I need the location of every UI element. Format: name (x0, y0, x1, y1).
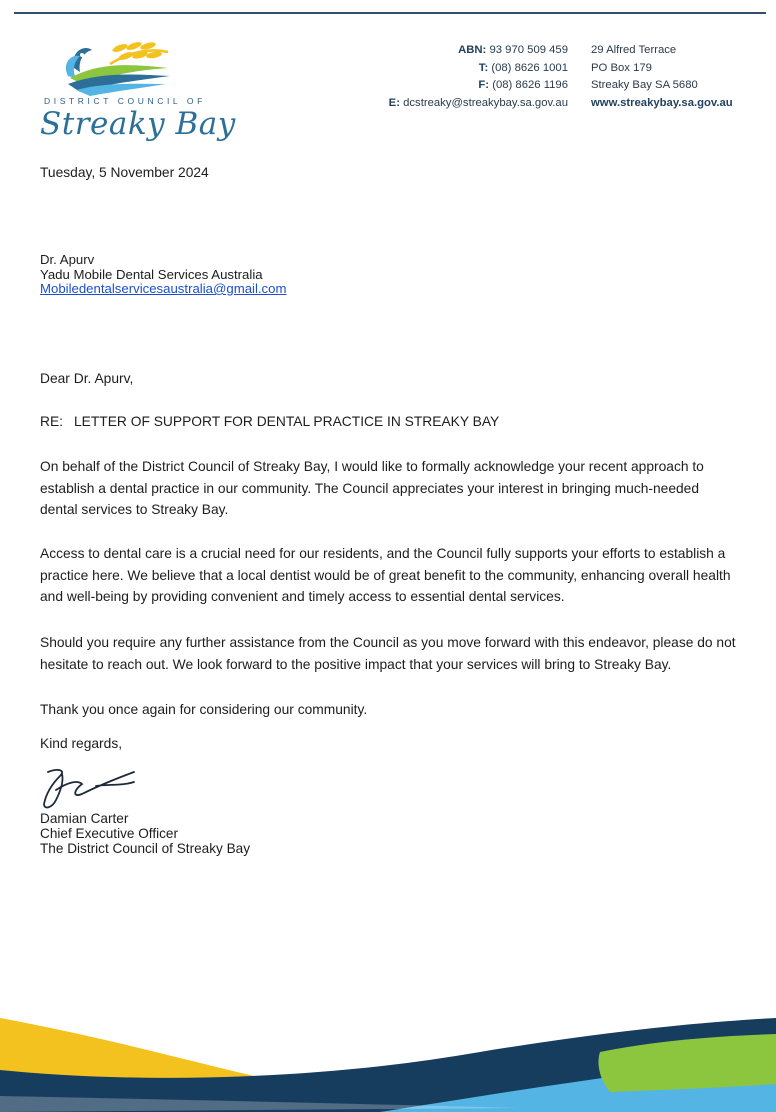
email-line: E: dcstreaky@streakybay.sa.gov.au (388, 96, 568, 109)
address-line-1: 29 Alfred Terrace (591, 44, 677, 56)
abn-line: ABN: 93 970 509 459 (458, 44, 568, 56)
address-line-2: PO Box 179 (591, 61, 652, 74)
top-rule (14, 12, 766, 14)
re-label: RE: (40, 414, 63, 429)
phone-line: T: (08) 8626 1001 (478, 61, 568, 74)
logo-waves-icon (68, 65, 170, 96)
contact-details (389, 42, 568, 112)
re-subject: LETTER OF SUPPORT FOR DENTAL PRACTICE IN STREAKY BAY (74, 414, 500, 429)
logo-council-label: DISTRICT COUNCIL OF (44, 96, 206, 106)
body-paragraph-4: Thank you once again for considering our community. (40, 702, 368, 717)
recipient-email-link[interactable]: Mobiledentalservicesaustralia@gmail.com (40, 281, 287, 296)
body-paragraph-2: Access to dental care is a crucial need for our residents, and the Council fully supports your efforts to establish a practice here. We believe that a local dentist would be of great benefit to the community, enhancing overall health and well-being by providing convenient and timely access to essential dental services. (40, 546, 731, 604)
fax-line: F: (08) 8626 1196 (478, 79, 568, 92)
subject-line (40, 414, 499, 429)
signer-name: Damian Carter (40, 811, 129, 826)
body-paragraph-1: On behalf of the District Council of Streaky Bay, I would like to formally acknowledge your recent approach to establish a dental practice in our community. The Council appreciates your interest in bringing much-needed dental services to Streaky Bay. (40, 459, 704, 517)
body-paragraph-3: Should you require any further assistance from the Council as you move forward with this endeavor, please do not hesitate to reach out. We look forward to the positive impact that your services will bring to Streaky Bay. (40, 635, 736, 672)
council-website[interactable]: www.streakybay.sa.gov.au (591, 96, 733, 109)
salutation: Dear Dr. Apurv, (40, 371, 134, 386)
recipient-name: Dr. Apurv (40, 252, 95, 267)
closing: Kind regards, (40, 736, 123, 751)
letter-date: Tuesday, 5 November 2024 (40, 165, 209, 180)
logo-council-name: Streaky Bay (40, 106, 236, 142)
signer-org: The District Council of Streaky Bay (40, 841, 251, 856)
council-email[interactable]: dcstreaky@streakybay.sa.gov.au (403, 96, 568, 109)
logo-wheat-icon (110, 40, 168, 64)
recipient-block (40, 253, 286, 297)
recipient-org: Yadu Mobile Dental Services Australia (40, 266, 263, 282)
handwritten-signature (38, 764, 138, 812)
footer-wave-graphic (0, 1000, 776, 1112)
postal-address (591, 42, 733, 112)
signature-block (40, 811, 250, 856)
address-line-3: Streaky Bay SA 5680 (591, 79, 698, 92)
signer-title: Chief Executive Officer (40, 826, 179, 841)
